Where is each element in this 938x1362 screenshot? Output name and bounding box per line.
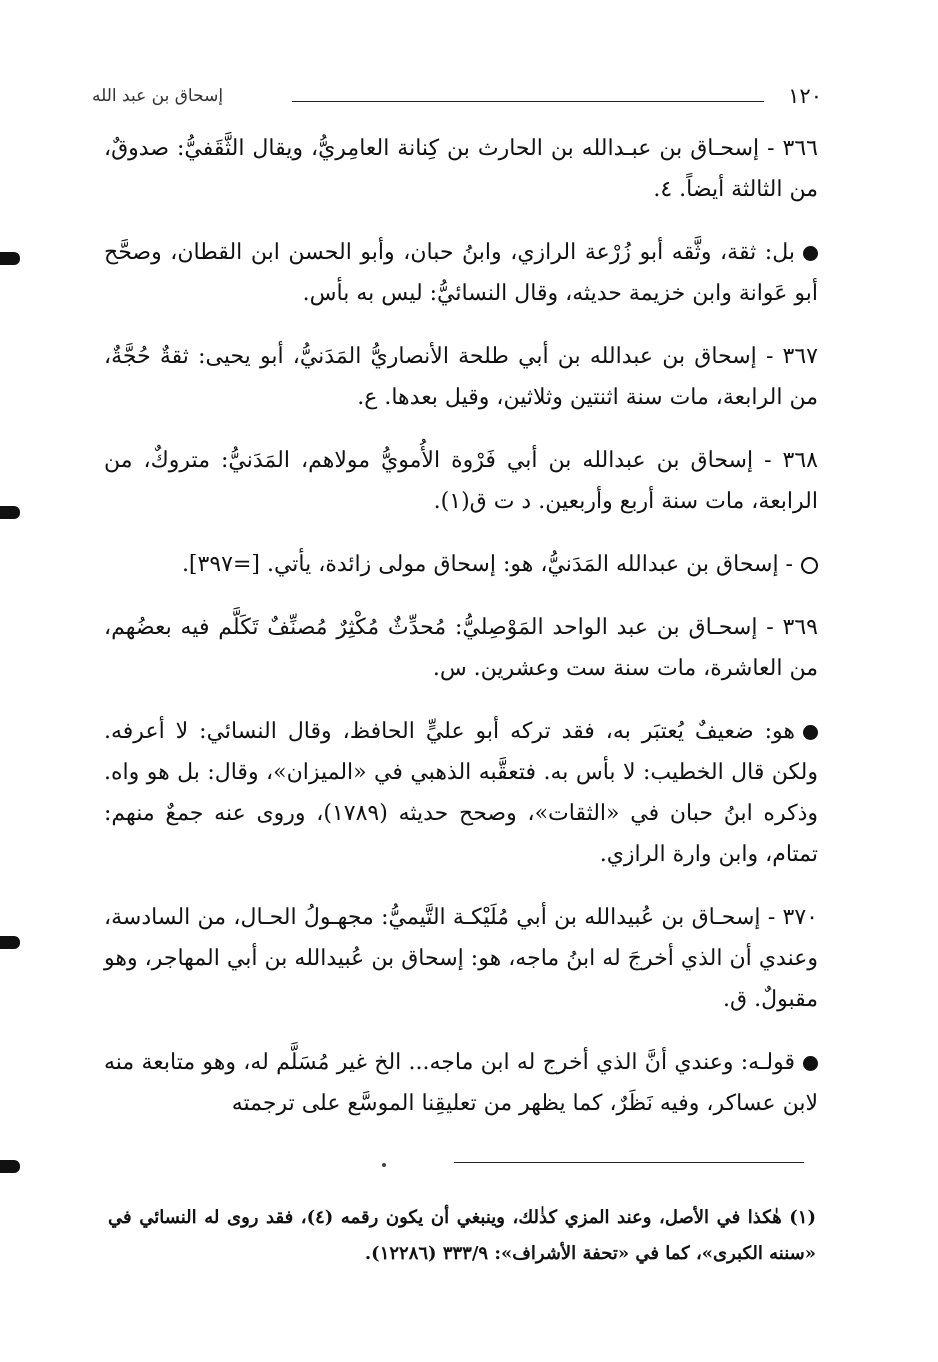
bullet-icon [803,246,818,261]
commentary-366: بل: ثقة، وثَّقه أبو زُرْعة الرازي، وابنُ حبان، وأبو الحسن ابن القطان، وصحَّح أبو عَوانة وابن خزيمة حديثه، وقال النسائيُّ: ليس به بأس. [104,240,818,306]
header-rule [292,101,764,102]
margin-ink-mark [0,506,20,519]
margin-ink-mark [0,1160,20,1173]
running-title: إسحاق بن عبد الله [92,86,224,106]
footnote-rule [454,1162,804,1163]
commentary-370: قولـه: وعندي أنَّ الذي أخرج له ابن ماجه... الخ غير مُسَلَّم له، وهو متابعة منه لابن عساكر، وفيه نَظَرٌ، كما يظهر من تعليقِنا الموسَّع على ترجمته [104,1050,818,1116]
running-header [92,84,822,118]
footnote: (١) هٰكذا في الأصل، وعند المزي كذٰلك، وينبغي أن يكون رقمه (٤)، فقد روى له النسائي في «سننه الكبرى»، كما في «تحفة الأشراف»: ٣٣٣/٩ (١٢٢٨٦). [108,1207,816,1264]
bullet-icon [803,1056,818,1071]
entry-370: ٣٧٠ - إسحـاق بن عُبيدالله بن أبي مُلَيْكـة التَّيميُّ: مجهـولُ الحـال، من السادسة، وعندي أن الذي أخرجَ له ابنُ ماجه، هو: إسحاق بن عُبيدالله بن أبي المهاجر، وهو مقبولٌ. ق. [104,905,818,1012]
entry-366: ٣٦٦ - إسحـاق بن عبـدالله بن الحارث بن كِنانة العامِريُّ، ويقال الثَّقَفيُّ: صدوقٌ، من الثالثة أيضاً. ٤. [104,136,818,202]
page-body [104,128,818,1124]
entry-368: ٣٦٨ - إسحاق بن عبدالله بن أبي فَرْوة الأُمويُّ مولاهم، المَدَنيُّ: متروكٌ، من الرابعة، مات سنة أربع وأربعين. د ت ق(١). [104,448,818,514]
ring-icon [801,557,818,574]
commentary-369: هو: ضعيفٌ يُعتبَر به، فقد تركه أبو عليٍّ الحافظ، وقال النسائي: لا أعرفه. ولكن قال الخطيب: لا بأس به. فتعقَّبه الذهبي في «الميزان»، وقال: بل هو واه. وذكره ابنُ حبان في «الثقات»، وصحح حديثه (١٧٨٩)، وروى عنه جمعٌ منهم: تمتام، وابن وارة الرازي. [104,719,818,867]
margin-ink-mark [0,252,20,265]
bullet-icon [803,725,818,740]
margin-ink-mark [0,936,20,949]
cross-reference: - إسحاق بن عبدالله المَدَنيُّ، هو: إسحاق مولى زائدة، يأتي. [=٣٩٧]. [104,544,818,585]
entry-369: ٣٦٩ - إسحـاق بن عبد الواحد المَوْصِليُّ: مُحدِّثٌ مُكْثِرٌ مُصنِّفٌ تَكَلَّم فيه بعضُهم، من العاشرة، مات سنة ست وعشرين. س. [104,615,818,681]
page-number: ١٢٠ [788,84,822,108]
entry-367: ٣٦٧ - إسحاق بن عبدالله بن أبي طلحة الأنصاريُّ المَدَنيُّ، أبو يحيى: ثقةٌ حُجَّةٌ، من الرابعة، مات سنة اثنتين وثلاثين، وقيل بعدها. ع. [104,344,818,410]
speck [382,1163,386,1167]
